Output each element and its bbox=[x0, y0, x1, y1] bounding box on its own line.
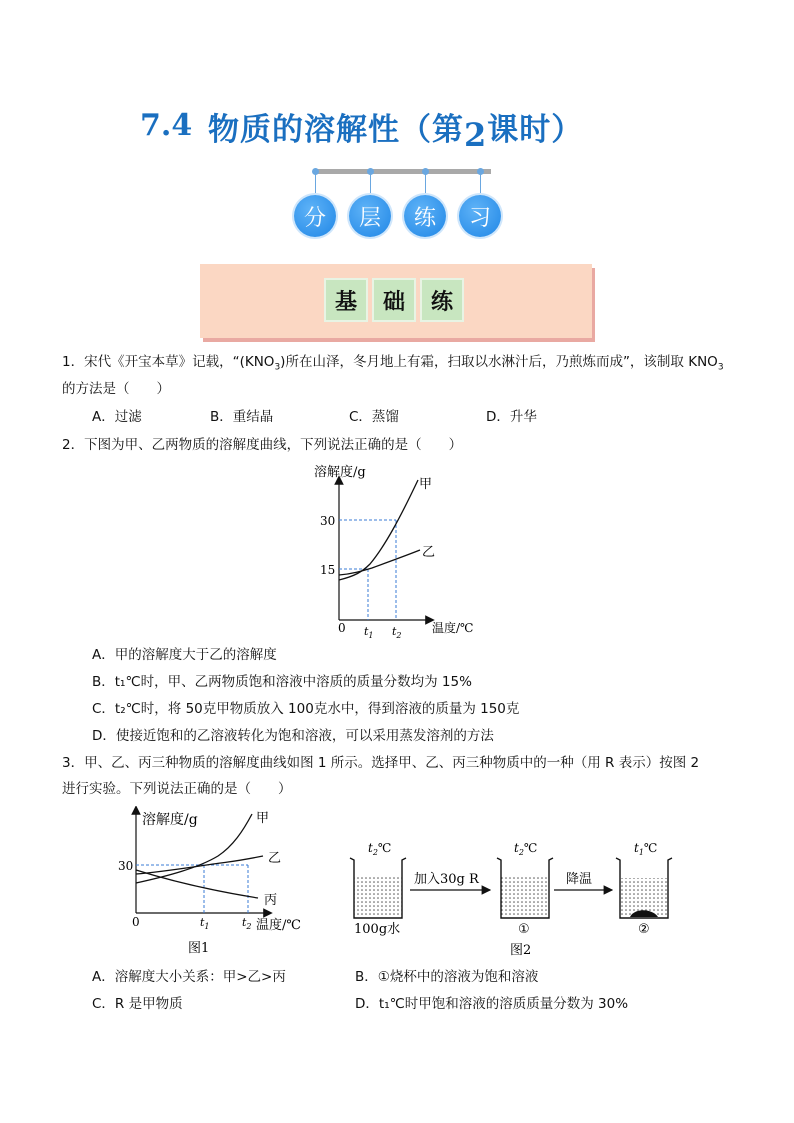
section-banner bbox=[200, 264, 592, 338]
q2-option-d: D．使接近饱和的乙溶液转化为饱和溶液，可以采用蒸发溶剂的方法 bbox=[92, 728, 494, 744]
q1-line2: 的方法是（ ） bbox=[62, 381, 170, 397]
q2-option-a: A．甲的溶解度大于乙的溶解度 bbox=[92, 647, 277, 663]
title-end: 课时） bbox=[487, 112, 584, 148]
arrow-add-label: 加入30g R bbox=[414, 872, 479, 887]
banner-char: 练 bbox=[420, 278, 464, 322]
y-tick-15: 15 bbox=[320, 563, 336, 577]
y-tick-30: 30 bbox=[320, 514, 336, 528]
q3-stem-line2: 进行实验。下列说法正确的是（ ） bbox=[62, 781, 292, 797]
tag-string bbox=[480, 174, 481, 196]
beaker1-number: ① bbox=[518, 922, 530, 937]
origin-label: 0 bbox=[132, 915, 140, 929]
tag-string bbox=[425, 174, 426, 196]
arrow-cool-label: 降温 bbox=[566, 872, 593, 887]
q3-option-a: A．溶解度大小关系：甲>乙>丙 bbox=[92, 969, 286, 985]
figure1-caption: 图1 bbox=[188, 941, 210, 956]
y-tick-30: 30 bbox=[118, 859, 134, 873]
banner-char: 基 bbox=[324, 278, 368, 322]
q2-option-b: B．t₁℃时，甲、乙两物质饱和溶液中溶质的质量分数均为 15% bbox=[92, 674, 472, 690]
q3-option-b: B．①烧杯中的溶液为饱和溶液 bbox=[355, 969, 539, 985]
series-label-yi: 乙 bbox=[422, 545, 436, 560]
q2-solubility-chart bbox=[300, 458, 500, 642]
beaker1-liquid bbox=[354, 876, 402, 916]
y-axis-label: 溶解度/g bbox=[142, 812, 198, 828]
q3-option-c: C．R 是甲物质 bbox=[92, 996, 183, 1012]
x-axis-label: 温度/℃ bbox=[432, 621, 474, 635]
x-tick-t1: $t_1$ bbox=[364, 625, 374, 640]
q3-option-d: D．t₁℃时甲饱和溶液的溶质质量分数为 30% bbox=[355, 996, 629, 1012]
q3-figure2-experiment bbox=[340, 836, 680, 960]
tag-lian: 练 bbox=[404, 195, 446, 237]
q1-option-c: C．蒸馏 bbox=[349, 409, 399, 425]
tag-ceng: 层 bbox=[349, 195, 391, 237]
title-main: 物质的溶解性（第 bbox=[208, 112, 464, 148]
tag-xi: 习 bbox=[459, 195, 501, 237]
x-tick-t1: $t_1$ bbox=[200, 916, 210, 931]
lesson-number: 7.4 bbox=[140, 108, 193, 143]
curve-yi bbox=[339, 550, 420, 575]
beaker1-temp: $t_2℃$ bbox=[368, 841, 392, 857]
beaker2-number: ② bbox=[638, 922, 650, 937]
y-axis-label: 溶解度/g bbox=[314, 465, 366, 480]
figure2-caption: 图2 bbox=[510, 943, 532, 958]
series-label-jia: 甲 bbox=[256, 811, 270, 826]
curve-bing bbox=[136, 870, 258, 898]
q1-option-a: A．过滤 bbox=[92, 409, 142, 425]
tag-string bbox=[315, 174, 316, 196]
x-axis-label: 温度/℃ bbox=[256, 918, 301, 933]
beaker3-temp: $t_1℃$ bbox=[634, 841, 658, 857]
x-tick-t2: $t_2$ bbox=[392, 625, 402, 640]
q1-option-b: B．重结晶 bbox=[210, 409, 274, 425]
series-label-bing: 丙 bbox=[264, 893, 278, 908]
q3-stem-line1: 3．甲、乙、丙三种物质的溶解度曲线如图 1 所示。选择甲、乙、丙三种物质中的一种（用 R 表示）按图 2 bbox=[62, 755, 700, 771]
beaker2-liquid bbox=[501, 876, 549, 916]
origin-label: 0 bbox=[338, 621, 346, 635]
series-label-yi: 乙 bbox=[268, 851, 282, 866]
title-number: 2 bbox=[464, 116, 488, 154]
banner-char: 础 bbox=[372, 278, 416, 322]
page-title bbox=[208, 104, 584, 154]
q2-stem: 2．下图为甲、乙两物质的溶解度曲线，下列说法正确的是（ ） bbox=[62, 437, 463, 453]
q1-line1: 1．宋代《开宝本草》记载，“$(KNO_3)$所在山泽，冬月地上有霜，扫取以水淋汁后，乃煎炼而成”，该制取 $KNO_3$ bbox=[62, 354, 724, 373]
q3-figure1-chart bbox=[108, 806, 323, 958]
water-label: 100g水 bbox=[354, 922, 401, 937]
beaker2-temp: $t_2℃$ bbox=[514, 841, 538, 857]
series-label-jia: 甲 bbox=[419, 477, 433, 492]
tag-rail bbox=[313, 169, 491, 174]
x-tick-t2: $t_2$ bbox=[242, 916, 252, 931]
q2-option-c: C．t₂℃时，将 50克甲物质放入 100克水中，得到溶液的质量为 150克 bbox=[92, 701, 520, 717]
tag-string bbox=[370, 174, 371, 196]
tag-fen: 分 bbox=[294, 195, 336, 237]
q1-option-d: D．升华 bbox=[486, 409, 537, 425]
